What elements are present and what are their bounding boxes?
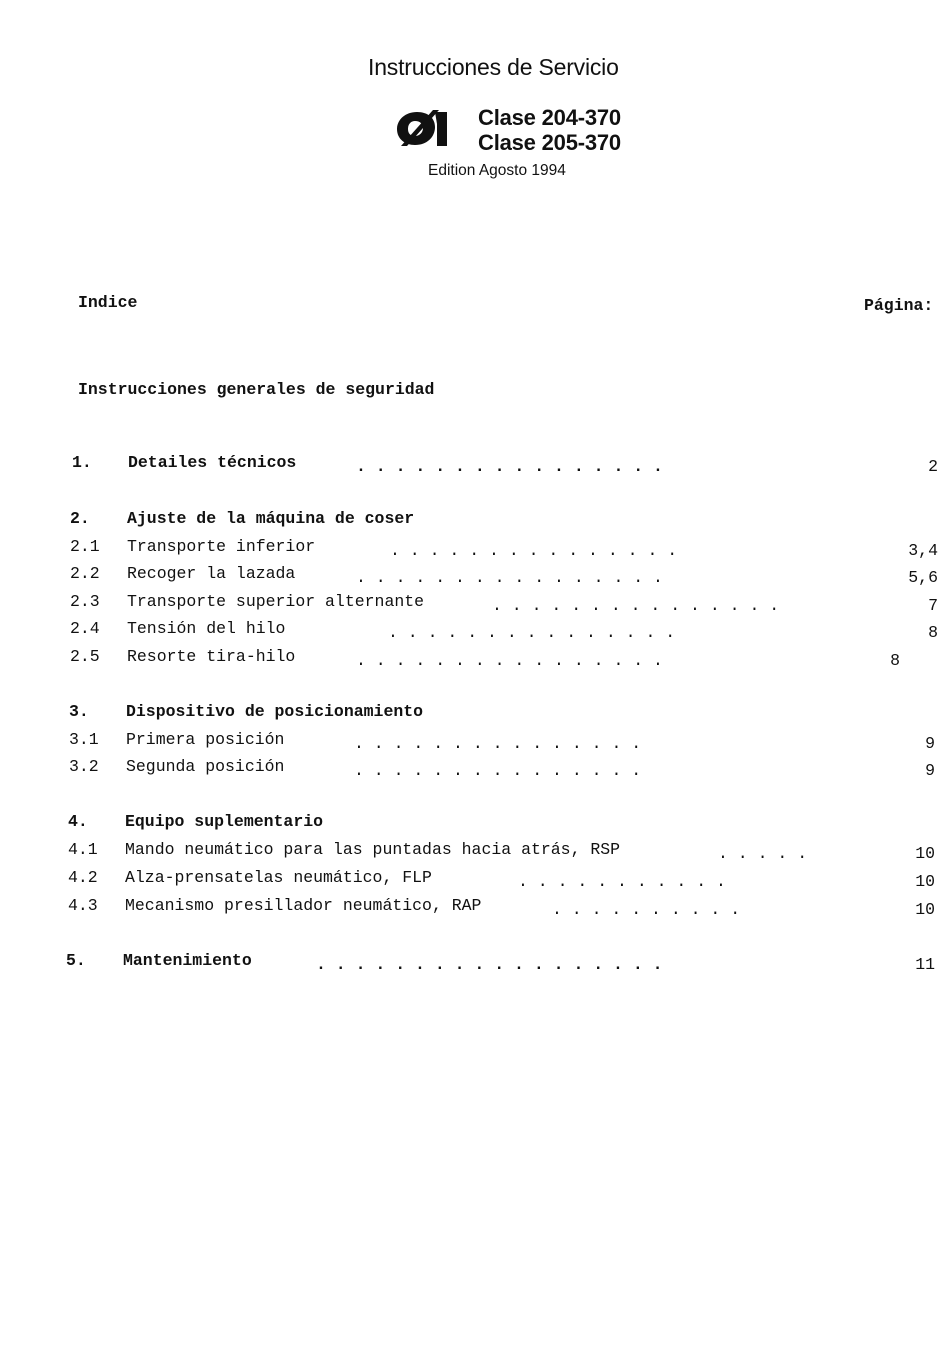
toc-entry-number: 3.1 [69,730,99,749]
toc-entry-number: 4.3 [68,896,98,915]
toc-entry [68,896,938,920]
toc-entry-label: Detailes técnicos [128,453,297,472]
toc-entry [66,951,936,975]
index-title: Indice [78,293,138,312]
toc-entry-label: Transporte superior alternante [127,592,425,611]
toc-entry-page: 10 [915,900,935,919]
toc-leader-dots: . . . . . . . . . . . [518,872,726,891]
toc-entry-page: 2 [928,457,938,476]
toc-section-heading [69,702,939,726]
toc-leader-dots: . . . . . . . . . . . . . . . [390,541,678,560]
toc-entry-number: 1. [72,453,92,472]
toc-leader-dots: . . . . . . . . . . . . . . . [388,623,676,642]
pfaff-logo-icon [395,108,449,148]
toc-leader-dots: . . . . . . . . . . . . . . . . [356,651,663,670]
toc-section-heading [68,812,938,836]
toc-entry-number: 5. [66,951,86,970]
toc-entry-label: Mantenimiento [123,951,252,970]
page-column-label: Página: [864,296,934,315]
toc-entry-page: 3,4 [908,541,938,560]
toc-entry-number: 4.1 [68,840,98,859]
toc-entry [72,453,942,477]
toc-entry-label: Primera posición [126,730,285,749]
toc-leader-dots: . . . . . . . . . . . . . . . . [356,568,663,587]
toc-entry [70,537,940,561]
toc-entry-page: 11 [915,955,935,974]
toc-leader-dots: . . . . . . . . . . . . . . . [354,734,642,753]
toc-entry-page: 10 [915,844,935,863]
toc-entry [69,730,939,754]
toc-entry-label: Equipo suplementario [125,812,324,831]
toc-entry-page: 9 [925,734,935,753]
toc-entry-label: Transporte inferior [127,537,316,556]
toc-entry-number: 3. [69,702,89,721]
toc-entry-number: 2.2 [70,564,100,583]
toc-entry-page: 9 [925,761,935,780]
toc-leader-dots: . . . . . . . . . . . . . . . [492,596,780,615]
toc-section-heading [70,509,940,533]
toc-entry-number: 4. [68,812,88,831]
safety-instructions-heading: Instrucciones generales de seguridad [78,380,435,399]
toc-entry-label: Recoger la lazada [127,564,296,583]
toc-entry-number: 2. [70,509,90,528]
toc-leader-dots: . . . . . . . . . . . . . . . [354,761,642,780]
toc-entry-page: 10 [915,872,935,891]
toc-entry-number: 3.2 [69,757,99,776]
toc-leader-dots: . . . . . [718,844,808,863]
toc-entry-label: Alza-prensatelas neumático, FLP [125,868,432,887]
toc-leader-dots: . . . . . . . . . . . . . . . . . . [316,955,663,974]
toc-entry-label: Mecanismo presillador neumático, RAP [125,896,482,915]
toc-entry [69,757,939,781]
toc-entry-label: Segunda posición [126,757,285,776]
toc-entry-page: 8 [890,651,900,670]
toc-entry-label: Ajuste de la máquina de coser [127,509,415,528]
toc-leader-dots: . . . . . . . . . . [552,900,741,919]
toc-entry [70,619,940,643]
toc-entry-page: 8 [928,623,938,642]
toc-entry-label: Mando neumático para las puntadas hacia atrás, RSP [125,840,621,859]
class-label-2: Clase 205-370 [478,130,621,155]
toc-leader-dots: . . . . . . . . . . . . . . . . [356,457,663,476]
toc-entry-label: Tensión del hilo [127,619,286,638]
toc-entry [70,564,940,588]
toc-entry-number: 2.1 [70,537,100,556]
toc-entry-page: 7 [928,596,938,615]
toc-entry [70,647,940,671]
edition-label: Edition Agosto 1994 [428,162,566,179]
toc-entry-number: 2.5 [70,647,100,666]
toc-entry [68,840,938,864]
toc-entry [70,592,940,616]
toc-entry-number: 4.2 [68,868,98,887]
toc-entry-page: 5,6 [908,568,938,587]
document-title: Instrucciones de Servicio [368,54,619,80]
toc-entry-label: Dispositivo de posicionamiento [126,702,424,721]
toc-entry-label: Resorte tira-hilo [127,647,296,666]
toc-entry-number: 2.3 [70,592,100,611]
class-label-1: Clase 204-370 [478,105,621,130]
toc-entry [68,868,938,892]
toc-entry-number: 2.4 [70,619,100,638]
